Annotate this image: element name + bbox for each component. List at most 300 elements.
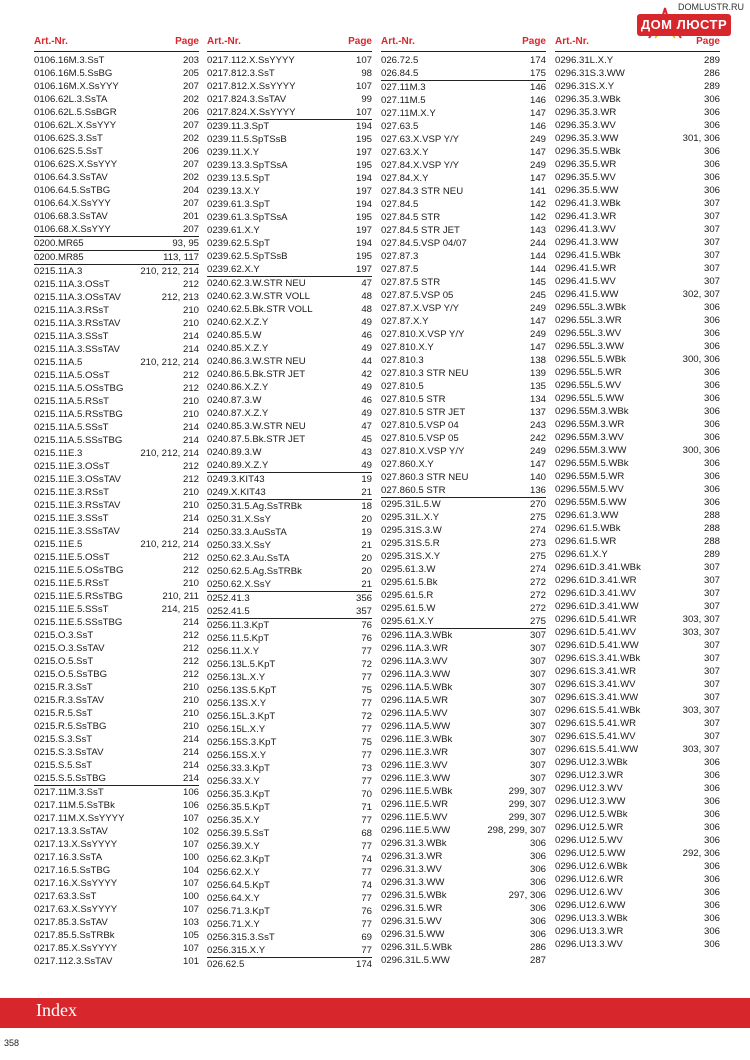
page-ref: 287 bbox=[529, 955, 546, 966]
page-ref: 307 bbox=[529, 760, 546, 771]
index-entry bbox=[34, 955, 199, 968]
index-entry bbox=[207, 840, 372, 853]
article-number: 0215.11E.5.SSsTBG bbox=[34, 617, 123, 628]
article-number: 027.810.X.Y bbox=[381, 342, 434, 353]
page-ref: 286 bbox=[703, 68, 720, 79]
article-number: 0296.11E.5.WR bbox=[381, 799, 449, 810]
page-ref: 99 bbox=[361, 94, 372, 105]
index-entry bbox=[34, 460, 199, 473]
index-entry bbox=[381, 380, 546, 393]
article-number: 027.11M.X.Y bbox=[381, 108, 436, 119]
article-number: 0296.61D.5.41.WR bbox=[555, 614, 637, 625]
page-ref: 212 bbox=[182, 474, 199, 485]
index-columns bbox=[34, 36, 720, 980]
article-number: 0296.61D.5.41.WV bbox=[555, 627, 637, 638]
page-ref: 307 bbox=[703, 601, 720, 612]
article-number: 0215.R.5.SsT bbox=[34, 708, 93, 719]
article-number: 0240.62.X.Z.Y bbox=[207, 317, 269, 328]
article-number: 0239.62.5.SpT bbox=[207, 238, 270, 249]
index-entry bbox=[207, 565, 372, 578]
index-entry bbox=[381, 406, 546, 419]
index-entry bbox=[381, 772, 546, 785]
article-number: 0239.62.X.Y bbox=[207, 264, 260, 275]
page-ref: 76 bbox=[361, 906, 372, 917]
article-number: 0217.16.3.SsTA bbox=[34, 852, 103, 863]
index-entry bbox=[381, 550, 546, 563]
index-entry bbox=[34, 864, 199, 877]
article-number: 0215.11A.3 bbox=[34, 266, 83, 277]
index-entry bbox=[381, 954, 546, 967]
page-ref: 147 bbox=[529, 459, 546, 470]
page-ref: 49 bbox=[361, 460, 372, 471]
index-entry bbox=[381, 94, 546, 107]
index-entry bbox=[555, 522, 720, 535]
page-ref: 306 bbox=[529, 903, 546, 914]
article-number: 0256.15L.X.Y bbox=[207, 724, 266, 735]
page-ref: 306 bbox=[703, 328, 720, 339]
index-entry bbox=[381, 707, 546, 720]
article-number: 0217.85.5.SsTRBk bbox=[34, 930, 115, 941]
article-number: 0256.315.3.SsT bbox=[207, 932, 275, 943]
index-entry bbox=[555, 145, 720, 158]
index-entry bbox=[34, 158, 199, 171]
page-ref: 143 bbox=[529, 225, 546, 236]
page-ref: 212 bbox=[182, 383, 199, 394]
index-entry bbox=[381, 315, 546, 328]
page-header: Page bbox=[696, 36, 720, 47]
index-entry bbox=[555, 496, 720, 509]
index-entry bbox=[381, 276, 546, 289]
page-ref: 306 bbox=[529, 916, 546, 927]
page-ref: 306 bbox=[529, 864, 546, 875]
article-number: 0296.31S.3.WW bbox=[555, 68, 625, 79]
page-ref: 49 bbox=[361, 408, 372, 419]
page-ref: 307 bbox=[703, 224, 720, 235]
article-number: 0106.64.5.SsTBG bbox=[34, 185, 111, 196]
index-entry bbox=[34, 106, 199, 119]
page-ref: 244 bbox=[529, 238, 546, 249]
index-entry bbox=[34, 786, 199, 799]
index-entry bbox=[207, 684, 372, 697]
index-entry bbox=[207, 198, 372, 211]
index-entry bbox=[555, 67, 720, 80]
article-number: 0296.61S.5.41.WV bbox=[555, 731, 636, 742]
index-entry bbox=[34, 473, 199, 486]
index-entry bbox=[34, 486, 199, 499]
article-number: 0256.33.X.Y bbox=[207, 776, 260, 787]
page-ref: 142 bbox=[529, 199, 546, 210]
article-number: 0296.31L.X.Y bbox=[555, 55, 614, 66]
article-number: 0250.31.X.SsY bbox=[207, 514, 272, 525]
page-ref: 306 bbox=[703, 458, 720, 469]
page-ref: 307 bbox=[529, 656, 546, 667]
index-entry bbox=[381, 785, 546, 798]
article-number: 0106.62S.X.SsYYY bbox=[34, 159, 118, 170]
article-number: 0296.55L.5.WW bbox=[555, 393, 624, 404]
page-ref: 214 bbox=[182, 435, 199, 446]
article-number: 0215.11A.5.SSsTBG bbox=[34, 435, 123, 446]
page-ref: 194 bbox=[355, 121, 372, 132]
index-entry bbox=[207, 697, 372, 710]
page-ref: 98 bbox=[361, 68, 372, 79]
page-ref: 138 bbox=[529, 355, 546, 366]
article-number: 0215.11A.3.OSsTAV bbox=[34, 292, 121, 303]
article-number: 0296.41.5.WBk bbox=[555, 250, 621, 261]
index-entry bbox=[207, 619, 372, 632]
logo-text: ДОМ ЛЮСТР bbox=[637, 14, 731, 36]
index-entry bbox=[207, 277, 372, 290]
article-number: 0215.11E.3.OSsT bbox=[34, 461, 110, 472]
page-ref: 77 bbox=[361, 841, 372, 852]
article-number: 027.860.3 STR NEU bbox=[381, 472, 469, 483]
article-number: 0296.31S.X.Y bbox=[555, 81, 615, 92]
index-entry bbox=[207, 539, 372, 552]
index-entry bbox=[381, 133, 546, 146]
article-number: 0215.11E.5 bbox=[34, 539, 83, 550]
page-ref: 307 bbox=[703, 731, 720, 742]
article-number: 0217.85.X.SsYYYY bbox=[34, 943, 118, 954]
article-number: 0256.15S.X.Y bbox=[207, 750, 267, 761]
article-number: 0256.15S.3.KpT bbox=[207, 737, 277, 748]
article-number: 0256.62.3.KpT bbox=[207, 854, 270, 865]
page-ref: 214 bbox=[182, 773, 199, 784]
index-entry bbox=[207, 605, 372, 619]
article-number: 0296.61.5.WR bbox=[555, 536, 617, 547]
index-entry bbox=[207, 879, 372, 892]
page-ref: 306 bbox=[703, 393, 720, 404]
page-ref: 201 bbox=[182, 211, 199, 222]
page-header: Page bbox=[348, 36, 372, 47]
index-entry bbox=[555, 457, 720, 470]
index-entry bbox=[381, 328, 546, 341]
index-entry bbox=[555, 626, 720, 639]
index-entry bbox=[207, 671, 372, 684]
page-ref: 307 bbox=[529, 708, 546, 719]
page-ref: 107 bbox=[182, 904, 199, 915]
article-number: 0296.11E.5.WW bbox=[381, 825, 451, 836]
index-entry bbox=[207, 801, 372, 814]
page-ref: 45 bbox=[361, 434, 372, 445]
index-entry bbox=[34, 447, 199, 460]
page-ref: 288 bbox=[703, 510, 720, 521]
article-number: 0106.16M.X.SsYYY bbox=[34, 81, 119, 92]
index-entry bbox=[381, 615, 546, 629]
index-entry bbox=[381, 537, 546, 550]
index-entry bbox=[381, 733, 546, 746]
page-ref: 18 bbox=[361, 501, 372, 512]
article-number: 0215.O.5.SsTBG bbox=[34, 669, 108, 680]
page-ref: 212 bbox=[182, 656, 199, 667]
page-ref: 140 bbox=[529, 472, 546, 483]
page-ref: 174 bbox=[355, 959, 372, 970]
index-entry bbox=[555, 444, 720, 457]
index-entry bbox=[207, 500, 372, 513]
page-ref: 175 bbox=[529, 68, 546, 79]
article-number: 0250.62.X.SsY bbox=[207, 579, 272, 590]
page-ref: 204 bbox=[182, 185, 199, 196]
index-entry bbox=[34, 223, 199, 237]
article-number: 0240.89.3.W bbox=[207, 447, 262, 458]
index-entry bbox=[207, 658, 372, 671]
index-entry bbox=[207, 788, 372, 801]
article-number: 0256.35.3.KpT bbox=[207, 789, 270, 800]
article-number: 0296.11A.3.WBk bbox=[381, 630, 453, 641]
page-ref: 212 bbox=[182, 461, 199, 472]
article-number: 0296.55L.3.WV bbox=[555, 328, 622, 339]
index-entry bbox=[555, 561, 720, 574]
page-ref: 306 bbox=[703, 939, 720, 950]
page-ref: 19 bbox=[361, 474, 372, 485]
index-entry bbox=[555, 483, 720, 496]
page-ref: 113, 117 bbox=[163, 252, 199, 263]
page-ref: 306 bbox=[529, 851, 546, 862]
index-entry bbox=[34, 408, 199, 421]
page-ref: 306 bbox=[703, 159, 720, 170]
index-column-1 bbox=[34, 36, 199, 968]
index-entry bbox=[381, 237, 546, 250]
article-number: 0215.S.5.SsTBG bbox=[34, 773, 106, 784]
index-entry bbox=[34, 434, 199, 447]
page-ref: 210 bbox=[182, 578, 199, 589]
index-rows bbox=[555, 54, 720, 951]
article-number: 0296.61S.5.41.WW bbox=[555, 744, 639, 755]
page-ref: 212 bbox=[182, 370, 199, 381]
page-ref: 202 bbox=[182, 133, 199, 144]
article-number: 0215.11E.3.SSsTAV bbox=[34, 526, 120, 537]
column-header bbox=[555, 36, 720, 52]
article-number: 0240.87.3.W bbox=[207, 395, 262, 406]
article-number: 0106.68.X.SsYYY bbox=[34, 224, 111, 235]
page-ref: 307 bbox=[703, 237, 720, 248]
index-entry bbox=[207, 931, 372, 944]
article-number: 027.810.5 STR JET bbox=[381, 407, 466, 418]
index-entry bbox=[207, 592, 372, 605]
index-entry bbox=[555, 405, 720, 418]
article-number: 0256.13S.5.KpT bbox=[207, 685, 277, 696]
article-number: 0217.85.3.SsTAV bbox=[34, 917, 108, 928]
index-entry bbox=[381, 850, 546, 863]
page-ref: 102 bbox=[182, 826, 199, 837]
article-number: 0239.61.3.SpT bbox=[207, 199, 270, 210]
page-ref: 306 bbox=[703, 341, 720, 352]
page-ref: 207 bbox=[182, 159, 199, 170]
page-ref: 141 bbox=[529, 186, 546, 197]
index-entry bbox=[555, 717, 720, 730]
page-ref: 306 bbox=[703, 887, 720, 898]
article-number: 0215.11A.5.OSsT bbox=[34, 370, 110, 381]
page-ref: 307 bbox=[703, 263, 720, 274]
article-number: 0256.11.X.Y bbox=[207, 646, 260, 657]
index-entry bbox=[207, 106, 372, 120]
index-entry bbox=[555, 353, 720, 366]
page-ref: 307 bbox=[703, 679, 720, 690]
page-ref: 307 bbox=[703, 575, 720, 586]
article-number: 0215.11A.5 bbox=[34, 357, 83, 368]
index-entry bbox=[381, 263, 546, 276]
page-ref: 70 bbox=[361, 789, 372, 800]
page-ref: 197 bbox=[355, 225, 372, 236]
page-ref: 202 bbox=[182, 94, 199, 105]
art-nr-header: Art.-Nr. bbox=[207, 36, 241, 47]
index-entry bbox=[207, 775, 372, 788]
index-entry bbox=[555, 197, 720, 210]
index-entry bbox=[34, 499, 199, 512]
page-ref: 72 bbox=[361, 711, 372, 722]
article-number: 0215.11E.3 bbox=[34, 448, 83, 459]
article-number: 026.84.5 bbox=[381, 68, 419, 79]
page-ref: 307 bbox=[703, 211, 720, 222]
page-header: Page bbox=[522, 36, 546, 47]
index-title: Index bbox=[36, 1000, 77, 1020]
article-number: 0256.62.X.Y bbox=[207, 867, 260, 878]
logo-url: DOMLUSTR.RU bbox=[677, 2, 744, 12]
page-ref: 44 bbox=[361, 356, 372, 367]
page-ref: 303, 307 bbox=[682, 705, 720, 716]
article-number: 0296.55L.3.WBk bbox=[555, 302, 626, 313]
article-number: 0296.61S.5.41.WR bbox=[555, 718, 637, 729]
index-entry bbox=[207, 133, 372, 146]
page-ref: 306 bbox=[529, 838, 546, 849]
index-entry bbox=[555, 652, 720, 665]
article-number: 0296.61D.3.41.WBk bbox=[555, 562, 641, 573]
page-ref: 212, 213 bbox=[161, 292, 199, 303]
index-entry bbox=[381, 458, 546, 471]
index-entry bbox=[34, 877, 199, 890]
article-number: 0296.61D.3.41.WR bbox=[555, 575, 637, 586]
page-ref: 49 bbox=[361, 343, 372, 354]
article-number: 0296.61D.3.41.WV bbox=[555, 588, 637, 599]
index-entry bbox=[207, 723, 372, 736]
art-nr-header: Art.-Nr. bbox=[34, 36, 68, 47]
page-ref: 49 bbox=[361, 382, 372, 393]
page-ref: 307 bbox=[529, 669, 546, 680]
index-entry bbox=[381, 120, 546, 133]
page-ref: 104 bbox=[182, 865, 199, 876]
article-number: 0296.55M.3.WR bbox=[555, 419, 625, 430]
page-ref: 292, 306 bbox=[682, 848, 720, 859]
article-number: 027.84.X.Y bbox=[381, 173, 429, 184]
article-number: 0215.11E.5.OSsTBG bbox=[34, 565, 124, 576]
page-header: Page bbox=[175, 36, 199, 47]
page-ref: 356 bbox=[355, 593, 372, 604]
article-number: 027.810.5 bbox=[381, 381, 424, 392]
index-entry bbox=[555, 80, 720, 93]
article-number: 0239.11.X.Y bbox=[207, 147, 260, 158]
index-entry bbox=[381, 720, 546, 733]
article-number: 0217.13.3.SsTAV bbox=[34, 826, 108, 837]
index-entry bbox=[381, 302, 546, 315]
index-entry bbox=[555, 613, 720, 626]
article-number: 0296.31.5.WBk bbox=[381, 890, 447, 901]
article-number: 0106.64.3.SsTAV bbox=[34, 172, 108, 183]
page-ref: 107 bbox=[355, 107, 372, 118]
article-number: 0296.11E.5.WV bbox=[381, 812, 448, 823]
page-ref: 214 bbox=[182, 526, 199, 537]
article-number: 0106.16M.3.SsT bbox=[34, 55, 105, 66]
index-entry bbox=[207, 303, 372, 316]
index-entry bbox=[34, 551, 199, 564]
article-number: 0296.31.5.WV bbox=[381, 916, 442, 927]
page-ref: 306 bbox=[703, 809, 720, 820]
article-number: 0256.33.3.KpT bbox=[207, 763, 270, 774]
page-ref: 288 bbox=[703, 536, 720, 547]
index-entry bbox=[555, 275, 720, 288]
article-number: 0296.31.3.WR bbox=[381, 851, 443, 862]
page-ref: 212 bbox=[182, 565, 199, 576]
index-entry bbox=[381, 511, 546, 524]
index-entry bbox=[381, 159, 546, 172]
page-ref: 68 bbox=[361, 828, 372, 839]
article-number: 0240.87.5.Bk.STR JET bbox=[207, 434, 306, 445]
index-entry bbox=[381, 250, 546, 263]
article-number: 0217.812.X.SsYYYY bbox=[207, 81, 296, 92]
article-number: 0215.11A.5.RSsTBG bbox=[34, 409, 123, 420]
page-ref: 274 bbox=[529, 564, 546, 575]
article-number: 0296.55M.5.WW bbox=[555, 497, 627, 508]
page-ref: 307 bbox=[529, 682, 546, 693]
page-ref: 210 bbox=[182, 708, 199, 719]
article-number: 027.63.X.Y bbox=[381, 147, 429, 158]
index-entry bbox=[34, 890, 199, 903]
article-number: 0296.55L.3.WR bbox=[555, 315, 622, 326]
page-ref: 21 bbox=[361, 487, 372, 498]
page-ref: 212 bbox=[182, 552, 199, 563]
page-ref: 212 bbox=[182, 643, 199, 654]
page-ref: 214 bbox=[182, 747, 199, 758]
article-number: 0256.39.X.Y bbox=[207, 841, 260, 852]
page-ref: 306 bbox=[703, 913, 720, 924]
article-number: 0256.39.5.SsT bbox=[207, 828, 270, 839]
index-entry bbox=[34, 838, 199, 851]
index-entry bbox=[555, 314, 720, 327]
article-number: 0217.13.X.SsYYYY bbox=[34, 839, 118, 850]
article-number: 0256.35.5.KpT bbox=[207, 802, 270, 813]
index-entry bbox=[381, 393, 546, 406]
art-nr-header: Art.-Nr. bbox=[555, 36, 589, 47]
index-entry bbox=[34, 746, 199, 759]
index-entry bbox=[555, 743, 720, 756]
article-number: 0200.MR85 bbox=[34, 252, 84, 263]
article-number: 0296.61S.3.41.WV bbox=[555, 679, 636, 690]
article-number: 0256.71.X.Y bbox=[207, 919, 260, 930]
article-number: 0215.11E.3.RSsT bbox=[34, 487, 110, 498]
article-number: 027.810.X.VSP Y/Y bbox=[381, 329, 465, 340]
page-ref: 20 bbox=[361, 553, 372, 564]
page-ref: 46 bbox=[361, 395, 372, 406]
page-ref: 298, 299, 307 bbox=[487, 825, 546, 836]
page-ref: 306 bbox=[703, 484, 720, 495]
page-ref: 307 bbox=[529, 643, 546, 654]
article-number: 0215.11E.5.OSsT bbox=[34, 552, 110, 563]
page-ref: 20 bbox=[361, 514, 372, 525]
article-number: 0296.55M.3.WW bbox=[555, 445, 627, 456]
article-number: 027.810.5.VSP 04 bbox=[381, 420, 459, 431]
page-ref: 306 bbox=[703, 783, 720, 794]
page-ref: 306 bbox=[703, 380, 720, 391]
article-number: 0296.61D.5.41.WW bbox=[555, 640, 639, 651]
page-ref: 106 bbox=[182, 800, 199, 811]
index-entry bbox=[555, 938, 720, 951]
article-number: 0296.41.5.WV bbox=[555, 276, 616, 287]
index-entry bbox=[207, 736, 372, 749]
index-entry bbox=[34, 772, 199, 786]
index-entry bbox=[555, 210, 720, 223]
index-entry bbox=[555, 587, 720, 600]
page-ref: 76 bbox=[361, 620, 372, 631]
article-number: 0215.O.3.SsTAV bbox=[34, 643, 105, 654]
index-rows bbox=[207, 54, 372, 971]
page-ref: 210 bbox=[182, 721, 199, 732]
